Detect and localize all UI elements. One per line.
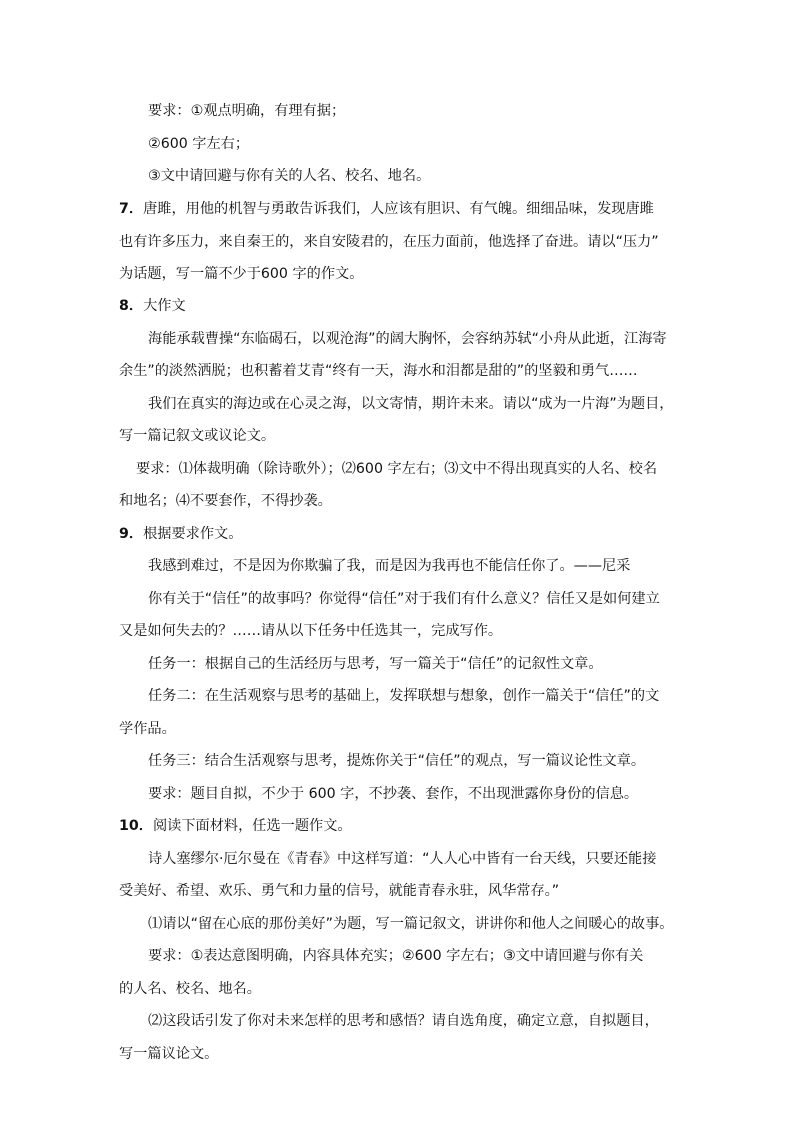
question-number: 8． bbox=[119, 298, 144, 314]
essay-requirement-line: 要求：①观点明确，有理有据； bbox=[148, 103, 346, 119]
question-text-line: 也有许多压力，来自秦王的，来自安陵君的，在压力面前，他选择了奋进。请以“压力” bbox=[119, 234, 659, 250]
question-title: 大作文 bbox=[143, 298, 186, 314]
essay-requirement-line: 要求：⑴体裁明确（除诗歌外）；⑵600 字左右；⑶文中不得出现真实的人名、校名 bbox=[136, 461, 658, 477]
question-text-line: 又是如何失去的？……请从以下任务中任选其一，完成写作。 bbox=[119, 623, 503, 639]
subquestion-line: ⑴请以“留在心底的那份美好”为题，写一篇记叙文，讲讲你和他人之间暖心的故事。 bbox=[148, 916, 674, 932]
question-text-line: 你有关于“信任”的故事吗？你觉得“信任”对于我们有什么意义？信任又是如何建立 bbox=[148, 591, 660, 607]
essay-requirement-line: 和地名；⑷不要套作，不得抄袭。 bbox=[119, 493, 332, 509]
task-line: 任务二：在生活观察与思考的基础上，发挥联想与想象，创作一篇关于“信任”的文 bbox=[148, 688, 660, 704]
question-title: 阅读下面材料，任选一题作文。 bbox=[152, 818, 352, 834]
essay-requirement-line: 要求：题目自拟，不少于 600 字，不抄袭、套作，不出现泄露你身份的信息。 bbox=[148, 786, 639, 802]
quote-line: 我感到难过，不是因为你欺骗了我，而是因为我再也不能信任你了。——尼采 bbox=[148, 558, 631, 574]
task-line: 任务三：结合生活观察与思考，提炼你关于“信任”的观点，写一篇议论性文章。 bbox=[148, 753, 646, 769]
question-10 bbox=[119, 816, 352, 836]
essay-requirement-line: ②600 字左右； bbox=[148, 136, 250, 152]
task-line: 学作品。 bbox=[119, 721, 176, 737]
question-7 bbox=[119, 199, 654, 219]
question-text-line: 写一篇记叙文或议论文。 bbox=[119, 428, 276, 444]
question-text-line: 海能承载曹操“东临碣石，以观沧海”的阔大胸怀，会容纳苏轼“小舟从此逝，江海寄 bbox=[148, 331, 667, 347]
essay-requirement-line: ③文中请回避与你有关的人名、校名、地名。 bbox=[148, 168, 431, 184]
question-number: 10． bbox=[119, 818, 153, 834]
subquestion-line: ⑵这段话引发了你对未来怎样的思考和感悟？请自选角度，确定立意，自拟题目， bbox=[148, 1013, 659, 1029]
question-text-line: 我们在真实的海边或在心灵之海，以文寄情，期许未来。请以“成为一片海”为题目， bbox=[148, 396, 674, 412]
task-line: 任务一：根据自己的生活经历与思考，写一篇关于“信任”的记叙性文章。 bbox=[148, 656, 603, 672]
question-text-line: 余生”的淡然洒脱；也积蓄着艾青“终有一天，海水和泪都是甜的”的坚毅和勇气…… bbox=[119, 363, 638, 379]
question-text-line: 受美好、希望、欢乐、勇气和力量的信号，就能青春永驻，风华常存。” bbox=[119, 883, 560, 899]
question-number: 7． bbox=[119, 201, 144, 217]
question-title: 根据要求作文。 bbox=[143, 526, 243, 542]
question-text-line: 诗人塞缪尔·厄尔曼在《青春》中这样写道：“人人心中皆有一台天线，只要还能接 bbox=[148, 851, 657, 867]
question-9 bbox=[119, 524, 242, 544]
essay-requirement-line: 要求：①表达意图明确，内容具体充实；②600 字左右；③文中请回避与你有关 bbox=[148, 948, 644, 964]
subquestion-line: 写一篇议论文。 bbox=[119, 1046, 219, 1062]
question-text-line: 为话题，写一篇不少于600 字的作文。 bbox=[119, 266, 364, 282]
essay-requirement-line: 的人名、校名、地名。 bbox=[119, 981, 261, 997]
question-8 bbox=[119, 296, 186, 316]
question-number: 9． bbox=[119, 526, 144, 542]
question-text: 唐雎，用他的机智与勇敢告诉我们，人应该有胆识、有气魄。细细品味，发现唐雎 bbox=[143, 201, 654, 217]
